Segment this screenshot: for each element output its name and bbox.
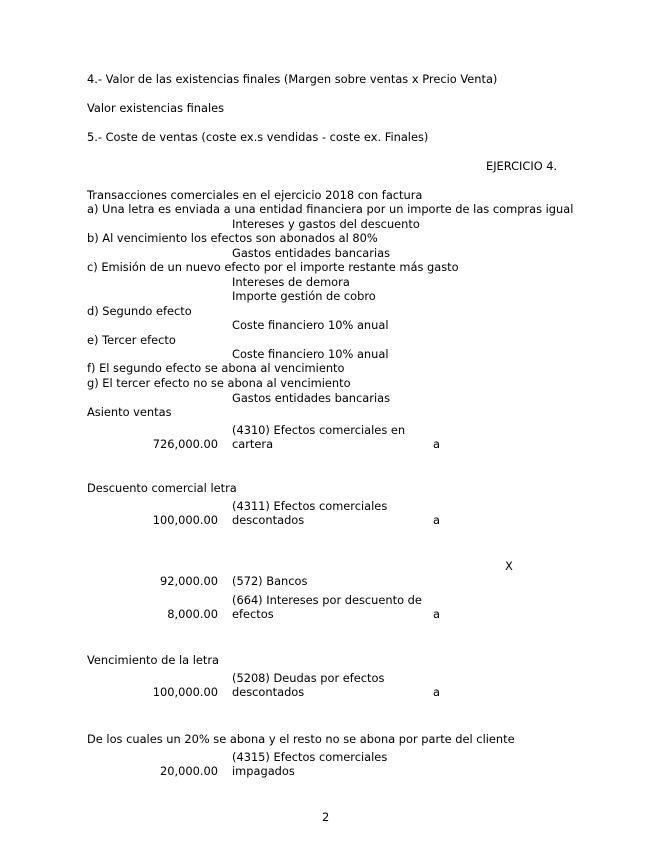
entry-amount: 100,000.00 [152, 513, 218, 527]
item-g-sub: Gastos entidades bancarias [232, 391, 391, 405]
entry-account-line-2: descontados [232, 513, 305, 527]
entry-account-line-2: cartera [232, 437, 274, 451]
entry-a-marker: a [433, 513, 440, 527]
item-c-sub-1: Intereses de demora [232, 275, 350, 289]
entry-amount: 8,000.00 [167, 607, 218, 621]
descuento-label: Descuento comercial letra [87, 481, 237, 495]
entry-a-marker: a [433, 685, 440, 699]
item-a: a) Una letra es enviada a una entidad financiera por un importe de las compras igual [87, 202, 574, 216]
entry-account-line-1: (4315) Efectos comerciales [232, 750, 388, 764]
valor-existencias-label: Valor existencias finales [87, 101, 225, 115]
entry-a-marker: a [433, 437, 440, 451]
vencimiento-label: Vencimiento de la letra [87, 653, 220, 667]
entry-account [232, 671, 384, 699]
item-5-heading: 5.- Coste de ventas (coste ex.s vendidas - coste ex. Finales) [87, 130, 429, 144]
entry-amount: 100,000.00 [152, 685, 218, 699]
cuales-line: De los cuales un 20% se abona y el resto no se abona por parte del cliente [87, 732, 515, 746]
asiento-ventas-label: Asiento ventas [87, 405, 172, 419]
entry-amount: 20,000.00 [160, 764, 218, 778]
item-b-sub: Gastos entidades bancarias [232, 246, 391, 260]
item-g: g) El tercer efecto no se abona al vencimiento [87, 376, 351, 390]
item-c-sub-2: Importe gestión de cobro [232, 289, 376, 303]
entry-account-line-1: (572) Bancos [232, 574, 308, 588]
entry-account-line-1: (4311) Efectos comerciales [232, 499, 388, 513]
entry-account-line-2: impagados [232, 764, 295, 778]
entry-amount: 726,000.00 [152, 437, 218, 451]
item-e-sub: Coste financiero 10% anual [232, 347, 389, 361]
entry-account-line-1: (4310) Efectos comerciales en [232, 423, 406, 437]
item-d: d) Segundo efecto [87, 304, 192, 318]
item-c: c) Emisión de un nuevo efecto por el importe restante más gasto [87, 260, 459, 274]
entry-account [232, 750, 387, 778]
item-a-sub: Intereses y gastos del descuento [232, 217, 420, 231]
item-b: b) Al vencimiento los efectos son abonados al 80% [87, 231, 378, 245]
item-d-sub: Coste financiero 10% anual [232, 318, 389, 332]
entry-account-line-1: (5208) Deudas por efectos [232, 671, 385, 685]
ejercicio-heading: EJERCICIO 4. [486, 159, 558, 173]
item-4-heading: 4.- Valor de las existencias finales (Margen sobre ventas x Precio Venta) [87, 72, 498, 86]
entry-amount: 92,000.00 [160, 574, 218, 588]
transacciones-line: Transacciones comerciales en el ejercicio 2018 con factura [87, 188, 423, 202]
entry-account-line-2: descontados [232, 685, 305, 699]
entry-account-line-1: (664) Intereses por descuento de [232, 593, 422, 607]
item-f: f) El segundo efecto se abona al vencimiento [87, 361, 345, 375]
entry-account [232, 423, 405, 451]
entry-account [232, 499, 387, 527]
x-mark: X [505, 559, 513, 573]
page-number: 2 [322, 810, 330, 824]
item-e: e) Tercer efecto [87, 333, 176, 347]
entry-account [232, 593, 422, 621]
entry-a-marker: a [433, 607, 440, 621]
entry-account-line-2: efectos [232, 607, 274, 621]
